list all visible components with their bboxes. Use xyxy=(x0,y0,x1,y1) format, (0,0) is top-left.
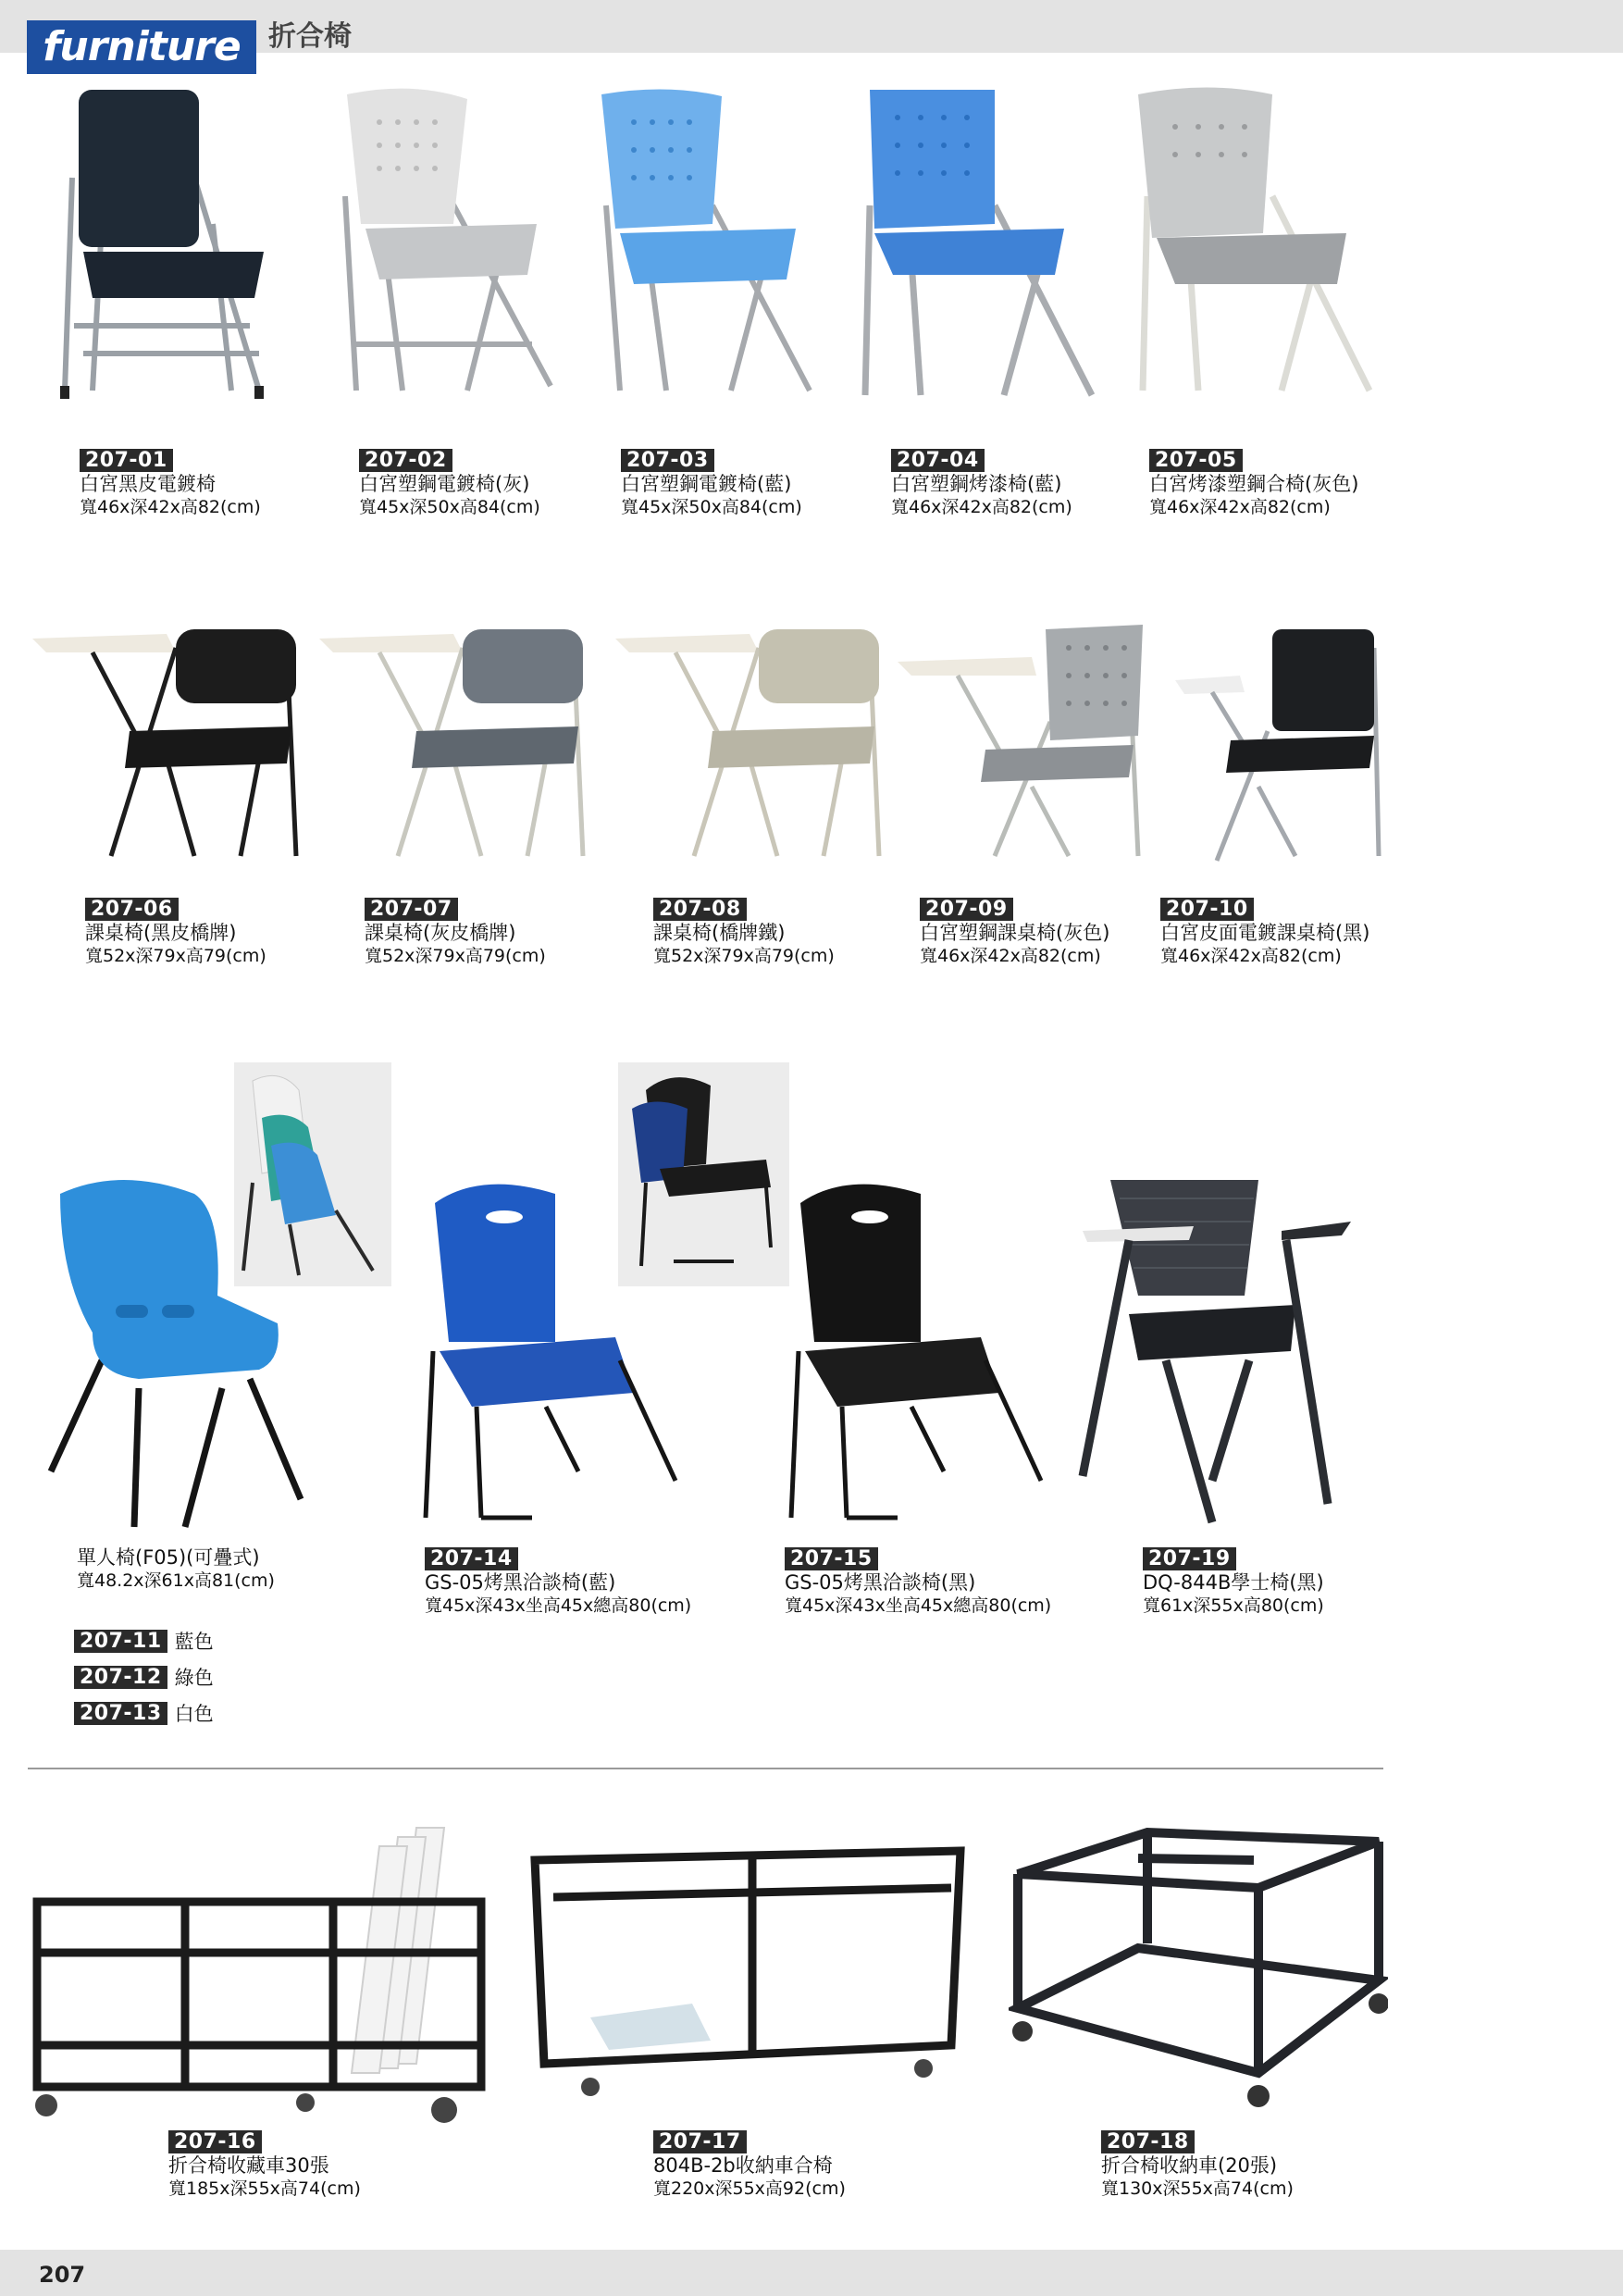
product-label-207-05 xyxy=(1149,449,1358,518)
product-name: 白宮皮面電鍍課桌椅(黑) xyxy=(1160,922,1370,944)
product-dimensions: 寬48.2x深61x高81(cm) xyxy=(77,1570,275,1591)
chair-illustration xyxy=(28,620,305,879)
product-name: GS-05烤黑洽談椅(藍) xyxy=(425,1571,616,1594)
product-code: 207-01 xyxy=(80,449,173,472)
product-name: 804B-2b收納車合椅 xyxy=(653,2154,833,2177)
product-code: 207-11 xyxy=(74,1630,167,1653)
product-dimensions: 寬46x深42x高82(cm) xyxy=(920,946,1101,966)
product-name: 白宮塑鋼電鍍椅(灰) xyxy=(359,473,530,495)
product-name: 白宮塑鋼課桌椅(灰色) xyxy=(920,922,1110,944)
product-label-207-04 xyxy=(891,449,1072,518)
color-name: 白色 xyxy=(174,1703,214,1725)
product-dimensions: 寬52x深79x高79(cm) xyxy=(85,946,266,966)
product-label-207-09 xyxy=(920,898,1109,967)
cart-illustration xyxy=(28,1814,500,2128)
product-name: 課桌椅(橋牌鐵) xyxy=(653,922,786,944)
chair-illustration xyxy=(56,85,296,409)
product-name: 折合椅收藏車30張 xyxy=(168,2154,329,2177)
product-image-207-04[interactable] xyxy=(856,85,1106,418)
product-image-207-09[interactable] xyxy=(893,620,1152,879)
section-divider xyxy=(28,1768,1383,1769)
product-code: 207-07 xyxy=(365,898,458,921)
chair-illustration xyxy=(856,85,1106,418)
product-dimensions: 寬46x深42x高82(cm) xyxy=(1149,497,1331,517)
product-label-207-10 xyxy=(1160,898,1369,967)
product-dimensions: 寬130x深55x高74(cm) xyxy=(1101,2178,1294,2199)
product-code: 207-10 xyxy=(1160,898,1254,921)
product-code: 207-19 xyxy=(1143,1547,1236,1570)
product-code: 207-03 xyxy=(621,449,714,472)
product-name: GS-05烤黑洽談椅(黑) xyxy=(785,1571,976,1594)
product-label-207-19 xyxy=(1143,1547,1324,1617)
chair-illustration xyxy=(592,85,833,409)
color-option-207-11 xyxy=(74,1627,214,1655)
product-label-207-07 xyxy=(365,898,546,967)
product-image-207-11[interactable] xyxy=(37,1175,315,1536)
category-title: 折合椅 xyxy=(268,20,352,53)
product-image-207-03[interactable] xyxy=(592,85,833,409)
product-label-single-chair xyxy=(77,1545,275,1592)
product-name: 課桌椅(黑皮橋牌) xyxy=(85,922,237,944)
product-label-207-17 xyxy=(653,2130,846,2200)
product-code: 207-09 xyxy=(920,898,1013,921)
chair-illustration xyxy=(1175,620,1388,879)
product-image-207-15[interactable] xyxy=(782,1175,1059,1536)
product-dimensions: 寬45x深43x坐高45x總高80(cm) xyxy=(425,1595,692,1616)
product-image-207-01[interactable] xyxy=(56,85,296,409)
product-dimensions: 寬45x深43x坐高45x總高80(cm) xyxy=(785,1595,1052,1616)
product-name: DQ-844B學士椅(黑) xyxy=(1143,1571,1324,1594)
cart-illustration xyxy=(1009,1823,1388,2110)
color-option-207-13 xyxy=(74,1699,214,1727)
color-name: 藍色 xyxy=(174,1631,214,1653)
product-label-207-06 xyxy=(85,898,266,967)
product-label-207-16 xyxy=(168,2130,361,2200)
product-code: 207-02 xyxy=(359,449,452,472)
product-code: 207-13 xyxy=(74,1702,167,1725)
product-name: 單人椅(F05)(可疊式) xyxy=(77,1546,260,1569)
product-dimensions: 寬45x深50x高84(cm) xyxy=(621,497,802,517)
chair-illustration xyxy=(618,1062,789,1286)
product-code: 207-17 xyxy=(653,2130,747,2153)
product-label-207-02 xyxy=(359,449,540,518)
product-label-207-18 xyxy=(1101,2130,1294,2200)
product-code: 207-18 xyxy=(1101,2130,1195,2153)
chair-illustration xyxy=(1073,1175,1388,1536)
product-image-207-18[interactable] xyxy=(1009,1823,1388,2110)
brand-logo: furniture xyxy=(27,20,256,74)
product-image-207-05[interactable] xyxy=(1134,85,1383,409)
product-dimensions: 寬46x深42x高82(cm) xyxy=(891,497,1072,517)
product-name: 折合椅收納車(20張) xyxy=(1101,2154,1278,2177)
chair-illustration xyxy=(315,620,592,879)
product-image-207-19[interactable] xyxy=(1073,1175,1388,1536)
color-name: 綠色 xyxy=(174,1667,214,1689)
product-dimensions: 寬45x深50x高84(cm) xyxy=(359,497,540,517)
product-name: 白宮烤漆塑鋼合椅(灰色) xyxy=(1149,473,1359,495)
product-dimensions: 寬46x深42x高82(cm) xyxy=(80,497,261,517)
product-dimensions: 寬46x深42x高82(cm) xyxy=(1160,946,1342,966)
product-image-207-07[interactable] xyxy=(315,620,592,879)
product-name: 白宮塑鋼電鍍椅(藍) xyxy=(621,473,792,495)
product-code: 207-05 xyxy=(1149,449,1243,472)
product-label-207-01 xyxy=(80,449,261,518)
product-code: 207-04 xyxy=(891,449,985,472)
product-label-207-14 xyxy=(425,1547,691,1617)
color-option-207-12 xyxy=(74,1663,214,1691)
product-name: 白宮黑皮電鍍椅 xyxy=(80,473,216,495)
footer-band xyxy=(0,2250,1623,2296)
product-name: 課桌椅(灰皮橋牌) xyxy=(365,922,516,944)
product-code: 207-15 xyxy=(785,1547,878,1570)
product-dimensions: 寬52x深79x高79(cm) xyxy=(653,946,835,966)
product-image-207-16[interactable] xyxy=(28,1814,500,2128)
product-label-207-08 xyxy=(653,898,835,967)
product-image-207-08[interactable] xyxy=(611,620,888,879)
product-code: 207-12 xyxy=(74,1666,167,1689)
chair-illustration xyxy=(37,1175,315,1536)
product-code: 207-06 xyxy=(85,898,179,921)
chair-illustration xyxy=(328,85,569,409)
product-label-207-03 xyxy=(621,449,802,518)
product-image-207-06[interactable] xyxy=(28,620,305,879)
product-dimensions: 寬220x深55x高92(cm) xyxy=(653,2178,846,2199)
chair-illustration xyxy=(893,620,1152,879)
product-image-207-17[interactable] xyxy=(526,1832,970,2101)
product-dimensions: 寬52x深79x高79(cm) xyxy=(365,946,546,966)
product-image-207-10[interactable] xyxy=(1175,620,1388,879)
product-dimensions: 寬185x深55x高74(cm) xyxy=(168,2178,361,2199)
chair-illustration xyxy=(611,620,888,879)
chair-illustration xyxy=(782,1175,1059,1536)
product-label-207-15 xyxy=(785,1547,1051,1617)
page-number: 207 xyxy=(39,2262,86,2288)
product-name: 白宮塑鋼烤漆椅(藍) xyxy=(891,473,1062,495)
chair-illustration xyxy=(1134,85,1383,409)
product-code: 207-14 xyxy=(425,1547,518,1570)
product-code: 207-16 xyxy=(168,2130,262,2153)
cart-illustration xyxy=(526,1832,970,2101)
product-dimensions: 寬61x深55x高80(cm) xyxy=(1143,1595,1324,1616)
product-inset-stacked-black-chairs[interactable] xyxy=(618,1062,789,1286)
product-image-207-02[interactable] xyxy=(328,85,569,409)
product-code: 207-08 xyxy=(653,898,747,921)
